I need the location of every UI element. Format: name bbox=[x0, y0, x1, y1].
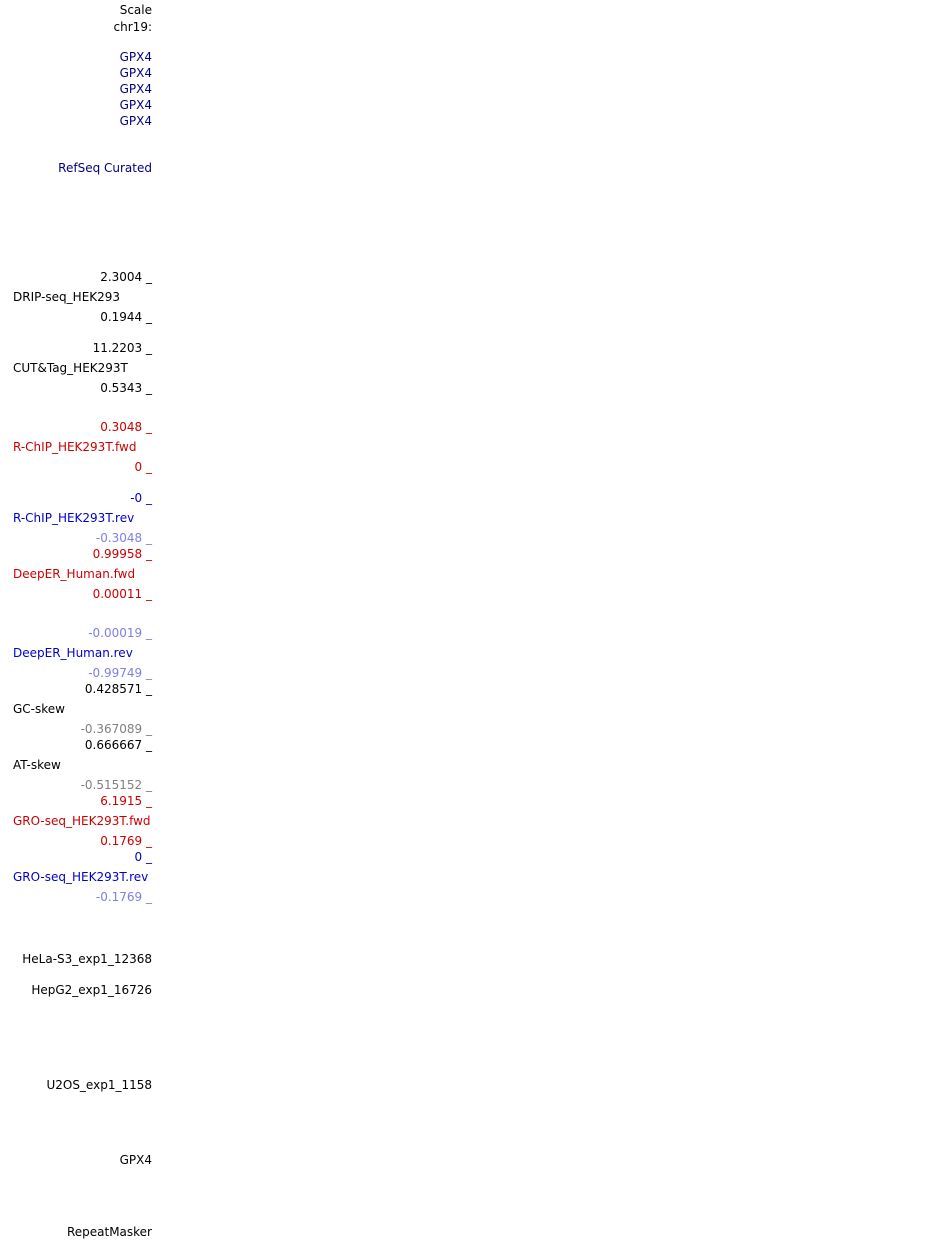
track-label-deeper-fwd-max: 0.99958 _ bbox=[92, 547, 152, 561]
track-label-cut-name[interactable]: CUT&Tag_HEK293T bbox=[13, 361, 128, 375]
track-label-gc-name[interactable]: GC-skew bbox=[13, 702, 65, 716]
track-label-scale: Scale bbox=[119, 3, 152, 17]
track-label-deeper-rev-max: -0.00019 _ bbox=[88, 626, 152, 640]
track-label-gene2[interactable]: GPX4 bbox=[119, 66, 152, 80]
track-label-gro-fwd-max: 6.1915 _ bbox=[100, 794, 152, 808]
track-label-u2os: U2OS_exp1_1158 bbox=[46, 1078, 152, 1092]
track-label-gene3[interactable]: GPX4 bbox=[119, 82, 152, 96]
track-label-gc-max: 0.428571 _ bbox=[84, 682, 152, 696]
track-label-repeatmasker: RepeatMasker bbox=[66, 1225, 152, 1239]
track-label-gro-rev-name[interactable]: GRO-seq_HEK293T.rev bbox=[13, 870, 149, 884]
track-label-gro-rev-min: -0.1769 _ bbox=[95, 890, 152, 904]
track-label-rchip-fwd-max: 0.3048 _ bbox=[100, 420, 152, 434]
track-label-hela: HeLa-S3_exp1_12368 bbox=[22, 952, 152, 966]
track-label-gro-rev-max: 0 _ bbox=[134, 850, 152, 864]
track-label-rchip-rev-min: -0.3048 _ bbox=[95, 531, 152, 545]
track-label-cut-min: 0.5343 _ bbox=[100, 381, 152, 395]
track-label-chr: chr19: bbox=[113, 20, 152, 34]
track-label-rchip-fwd-min: 0 _ bbox=[134, 460, 152, 474]
track-label-drip-min: 0.1944 _ bbox=[100, 310, 152, 324]
track-label-drip-max: 2.3004 _ bbox=[100, 270, 152, 284]
track-label-gc-min: -0.367089 _ bbox=[80, 722, 152, 736]
track-label-rchip-rev-max: -0 _ bbox=[130, 491, 152, 505]
track-label-rchip-rev-name[interactable]: R-ChIP_HEK293T.rev bbox=[13, 511, 135, 525]
track-label-deeper-rev-name[interactable]: DeepER_Human.rev bbox=[13, 646, 133, 660]
track-label-drip-name[interactable]: DRIP-seq_HEK293 bbox=[13, 290, 121, 304]
track-label-gro-fwd-name[interactable]: GRO-seq_HEK293T.fwd bbox=[13, 814, 151, 828]
track-label-gene1[interactable]: GPX4 bbox=[119, 50, 152, 64]
track-label-deeper-rev-min: -0.99749 _ bbox=[88, 666, 152, 680]
track-label-at-max: 0.666667 _ bbox=[84, 738, 152, 752]
track-label-hepg2: HepG2_exp1_16726 bbox=[31, 983, 152, 997]
track-label-at-min: -0.515152 _ bbox=[80, 778, 152, 792]
track-label-deeper-fwd-min: 0.00011 _ bbox=[92, 587, 152, 601]
track-label-refseq[interactable]: RefSeq Curated bbox=[58, 161, 152, 175]
track-label-gene4[interactable]: GPX4 bbox=[119, 98, 152, 112]
track-label-gene5[interactable]: GPX4 bbox=[119, 114, 152, 128]
track-label-gro-fwd-min: 0.1769 _ bbox=[100, 834, 152, 848]
track-label-at-name[interactable]: AT-skew bbox=[13, 758, 61, 772]
track-label-cut-max: 11.2203 _ bbox=[92, 341, 152, 355]
track-label-deeper-fwd-name[interactable]: DeepER_Human.fwd bbox=[13, 567, 136, 581]
track-label-gpx4-bottom: GPX4 bbox=[119, 1153, 152, 1167]
track-label-rchip-fwd-name[interactable]: R-ChIP_HEK293T.fwd bbox=[13, 440, 137, 454]
